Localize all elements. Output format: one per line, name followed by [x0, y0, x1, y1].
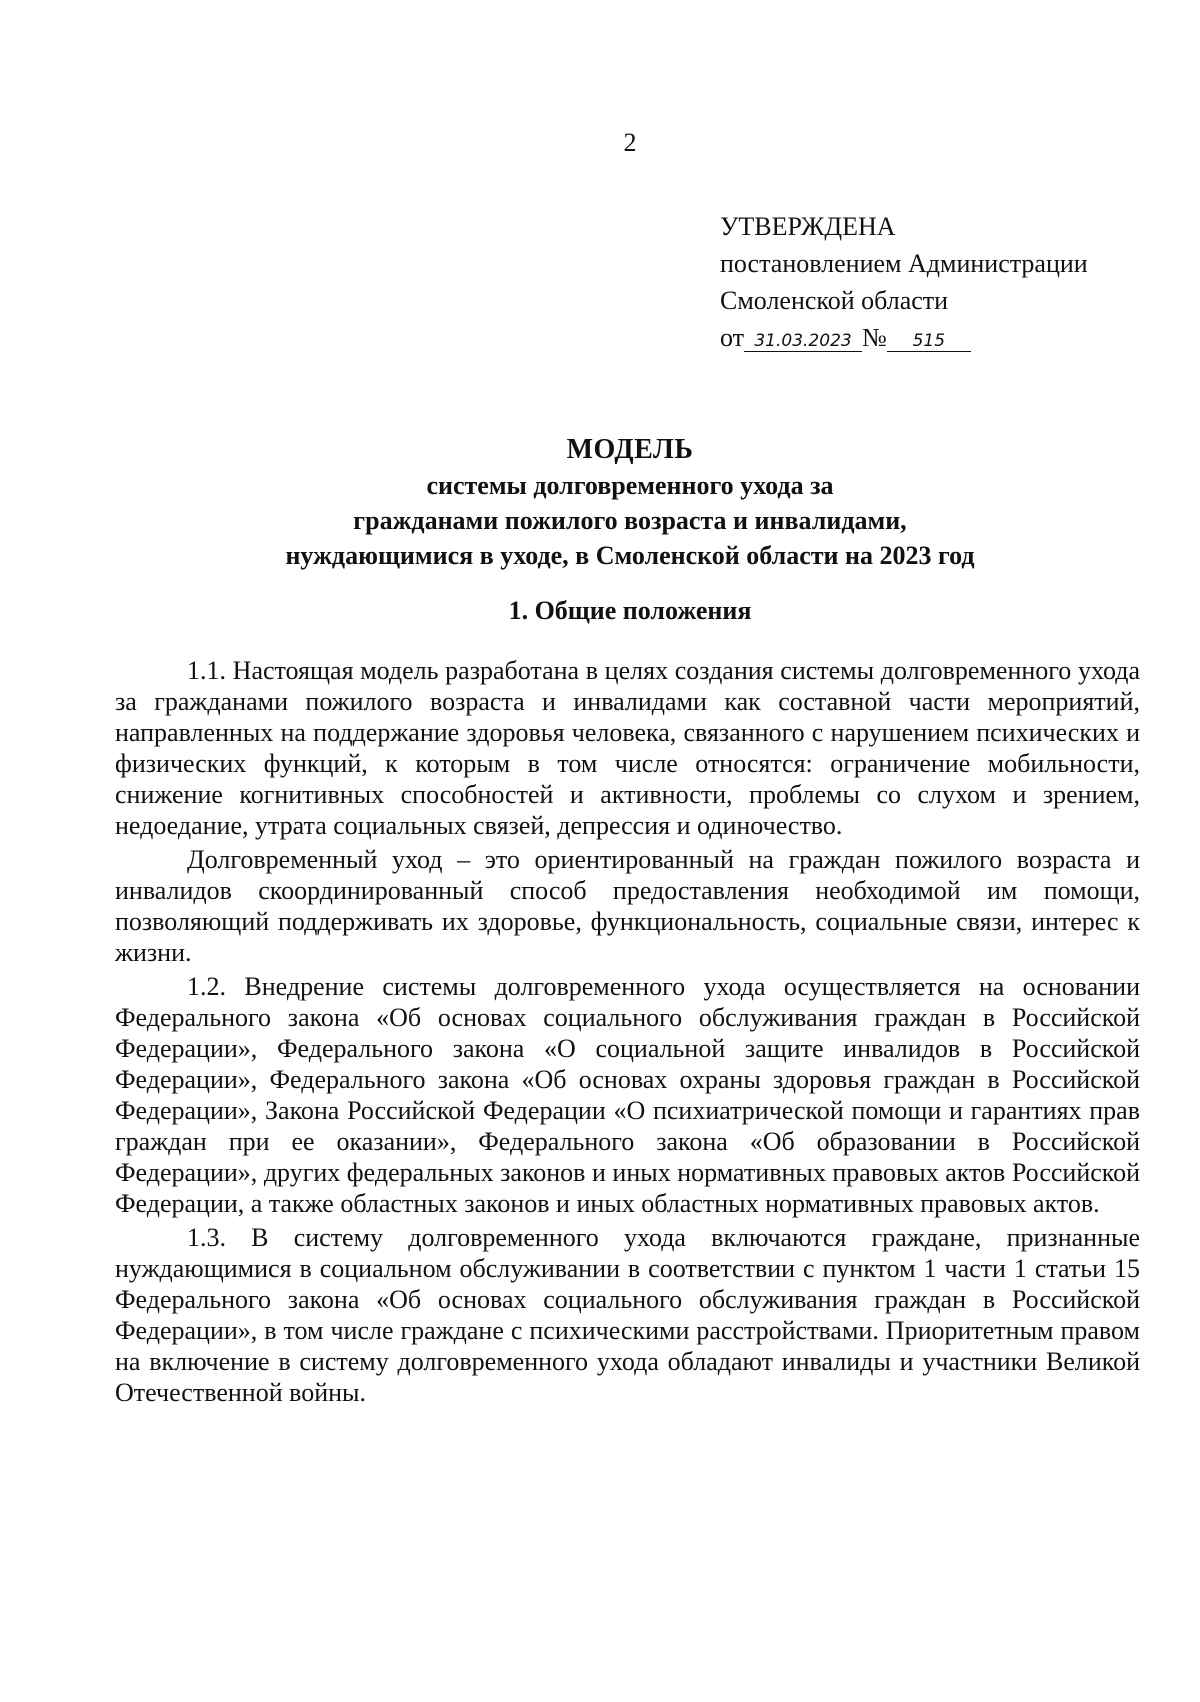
- paragraph-1-3: 1.3. В систему долговременного ухода включаются граждане, признанные нуждающимися в социальном обслуживании в соответствии с пунктом 1 части 1 статьи 15 Федерального закона «Об основах социального обслуживания граждан в Российской Федерации», в том числе граждане с психическими расстройствами. Приоритетным правом на включение в систему долговременного ухода обладают инвалиды и участники Великой Отечественной войны.: [115, 1223, 1140, 1407]
- section-heading: 1. Общие положения: [508, 596, 752, 625]
- paragraph-definition: Долговременный уход – это ориентированный на граждан пожилого возраста и инвалидов скоординированный способ предоставления необходимой им помощи, позволяющий поддерживать их здоровье, функциональность, социальные связи, интерес к жизни.: [115, 845, 1140, 967]
- approval-line-2: Смоленской области: [720, 286, 949, 315]
- section-body: [115, 655, 1140, 1411]
- approval-heading: УТВЕРЖДЕНА: [720, 212, 896, 241]
- number-sign: №: [862, 323, 887, 352]
- paragraph-1-1: 1.1. Настоящая модель разработана в целях создания системы долговременного ухода за гражданами пожилого возраста и инвалидами как составной части мероприятий, направленных на поддержание здоровья человека, связанного с нарушением психических и физических функций, к которым в том числе относятся: ограничение мобильности, снижение когнитивных способностей и активности, проблемы со слухом и зрением, недоедание, утрата социальных связей, депрессия и одиночество.: [115, 656, 1140, 840]
- document-subtitle-line-3: нуждающимися в уходе, в Смоленской области на 2023 год: [285, 541, 975, 570]
- approval-line-1: постановлением Администрации: [720, 249, 1088, 278]
- document-title: МОДЕЛЬ: [566, 434, 694, 465]
- document-title-block: [150, 432, 1110, 573]
- from-label: от: [720, 323, 745, 352]
- page-number: 2: [623, 128, 637, 157]
- document-subtitle-line-1: системы долговременного ухода за: [426, 471, 834, 500]
- handwritten-date: 31.03.2023: [744, 331, 862, 352]
- approval-date-number-line: [720, 319, 1140, 356]
- document-subtitle-line-2: гражданами пожилого возраста и инвалидами,: [353, 506, 907, 535]
- approval-stamp-block: [720, 208, 1140, 356]
- paragraph-1-2: 1.2. Внедрение системы долговременного ухода осуществляется на основании Федерального закона «Об основах социального обслуживания граждан в Российской Федерации», Федерального закона «О социальной защите инвалидов в Российской Федерации», Федерального закона «Об основах охраны здоровья граждан в Российской Федерации», Закона Российской Федерации «О психиатрической помощи и гарантиях прав граждан при ее оказании», Федерального закона «Об образовании в Российской Федерации», других федеральных законов и иных нормативных правовых актов Российской Федерации, а также областных законов и иных областных нормативных правовых актов.: [115, 972, 1140, 1218]
- handwritten-number: 515: [887, 331, 971, 352]
